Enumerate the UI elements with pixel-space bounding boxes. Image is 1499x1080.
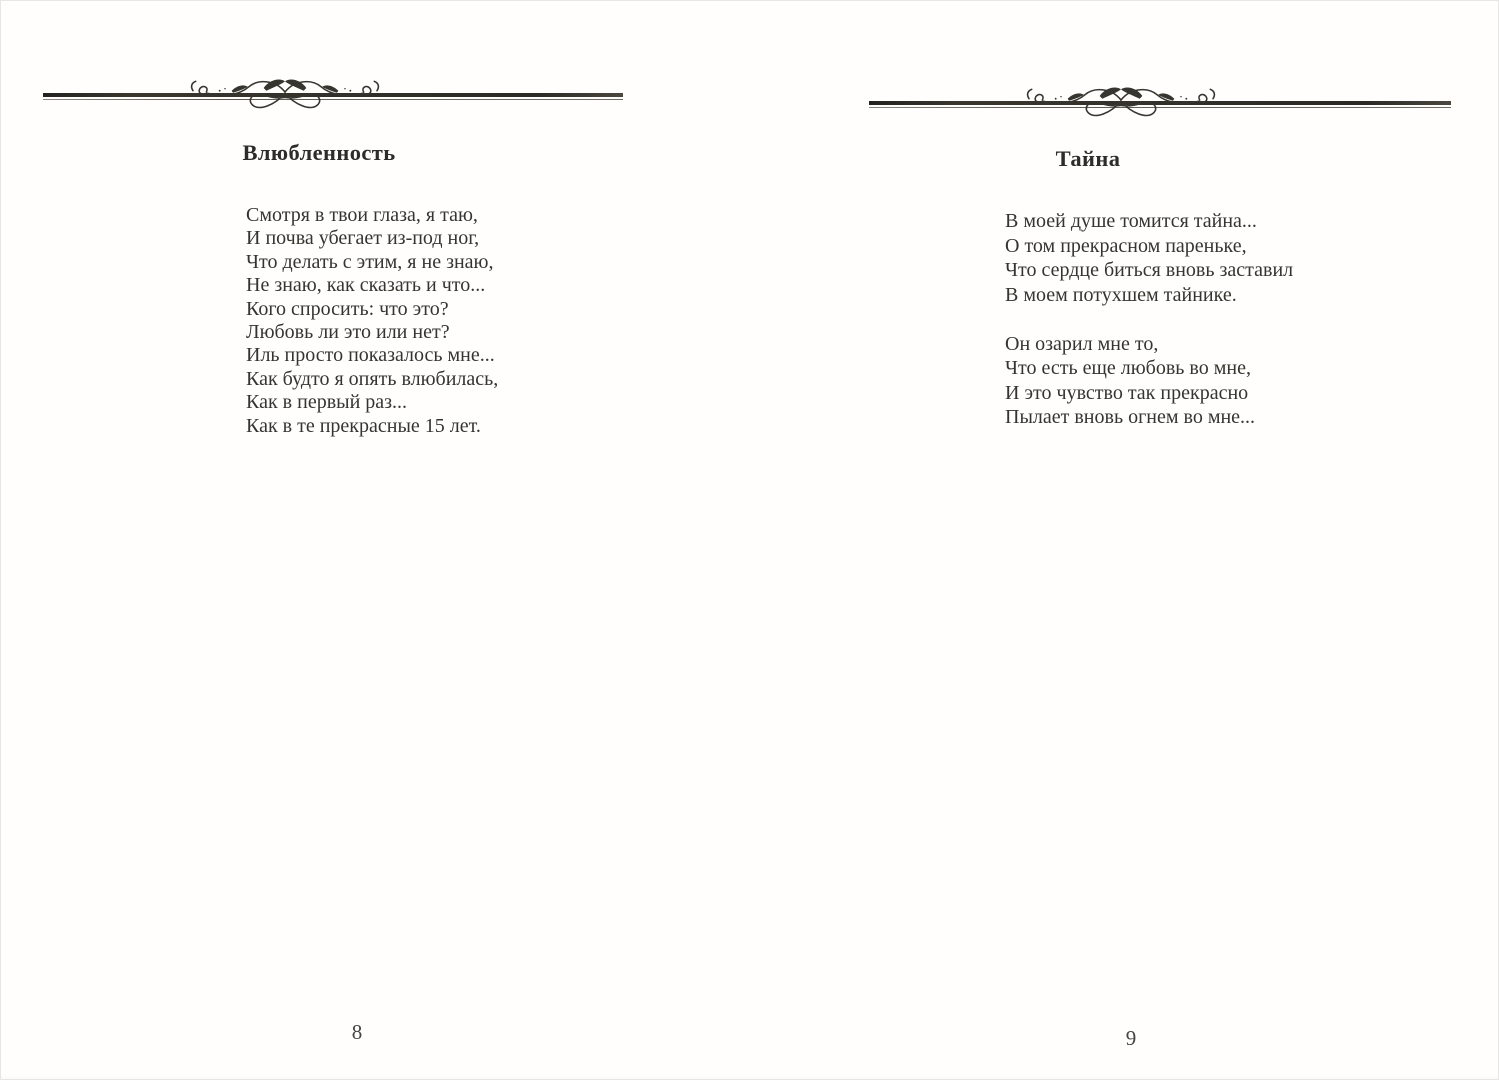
poem-line: О том прекрасном пареньке, bbox=[1005, 234, 1247, 257]
stanza-1 bbox=[1005, 209, 1293, 307]
page-number-left: 8 bbox=[351, 1020, 363, 1044]
poem-line: Как будто я опять влюбилась, bbox=[246, 367, 499, 390]
poem-line: Как в первый раз... bbox=[246, 391, 408, 414]
poem-line: Как в те прекрасные 15 лет. bbox=[246, 414, 481, 437]
stanza-2 bbox=[1005, 332, 1293, 430]
poem-line: И это чувство так прекрасно bbox=[1005, 381, 1249, 404]
poem-line: Смотря в твои глаза, я таю, bbox=[246, 204, 478, 226]
poem-line: Кого спросить: что это? bbox=[246, 297, 449, 320]
poem-line: Что сердце биться вновь заставил bbox=[1005, 259, 1294, 281]
header-flourish-icon bbox=[185, 72, 385, 125]
poem-line: Что есть еще любовь во мне, bbox=[1005, 357, 1251, 379]
poem-line: Любовь ли это или нет? bbox=[246, 320, 450, 343]
poem-title-right: Тайна bbox=[1055, 146, 1121, 171]
poem-line: Иль просто показалось мне... bbox=[246, 344, 495, 367]
poem-line: Он озарил мне то, bbox=[1005, 332, 1159, 355]
poem-line: Что делать с этим, я не знаю, bbox=[246, 250, 494, 273]
page-number-right: 9 bbox=[1125, 1026, 1137, 1050]
poem-line: Не знаю, как сказать и что... bbox=[246, 274, 486, 297]
poem-line: В моем потухшем тайнике. bbox=[1005, 283, 1237, 306]
poem-text-left bbox=[246, 204, 498, 438]
poem-line: Пылает вновь огнем во мне... bbox=[1005, 406, 1256, 428]
poem-line: В моей душе томится тайна... bbox=[1005, 210, 1257, 232]
poem-line: И почва убегает из-под ног, bbox=[246, 227, 480, 250]
poem-title-left: Влюбленность bbox=[242, 140, 396, 165]
header-flourish-icon bbox=[1021, 80, 1221, 133]
poem-text-right bbox=[1005, 209, 1293, 430]
